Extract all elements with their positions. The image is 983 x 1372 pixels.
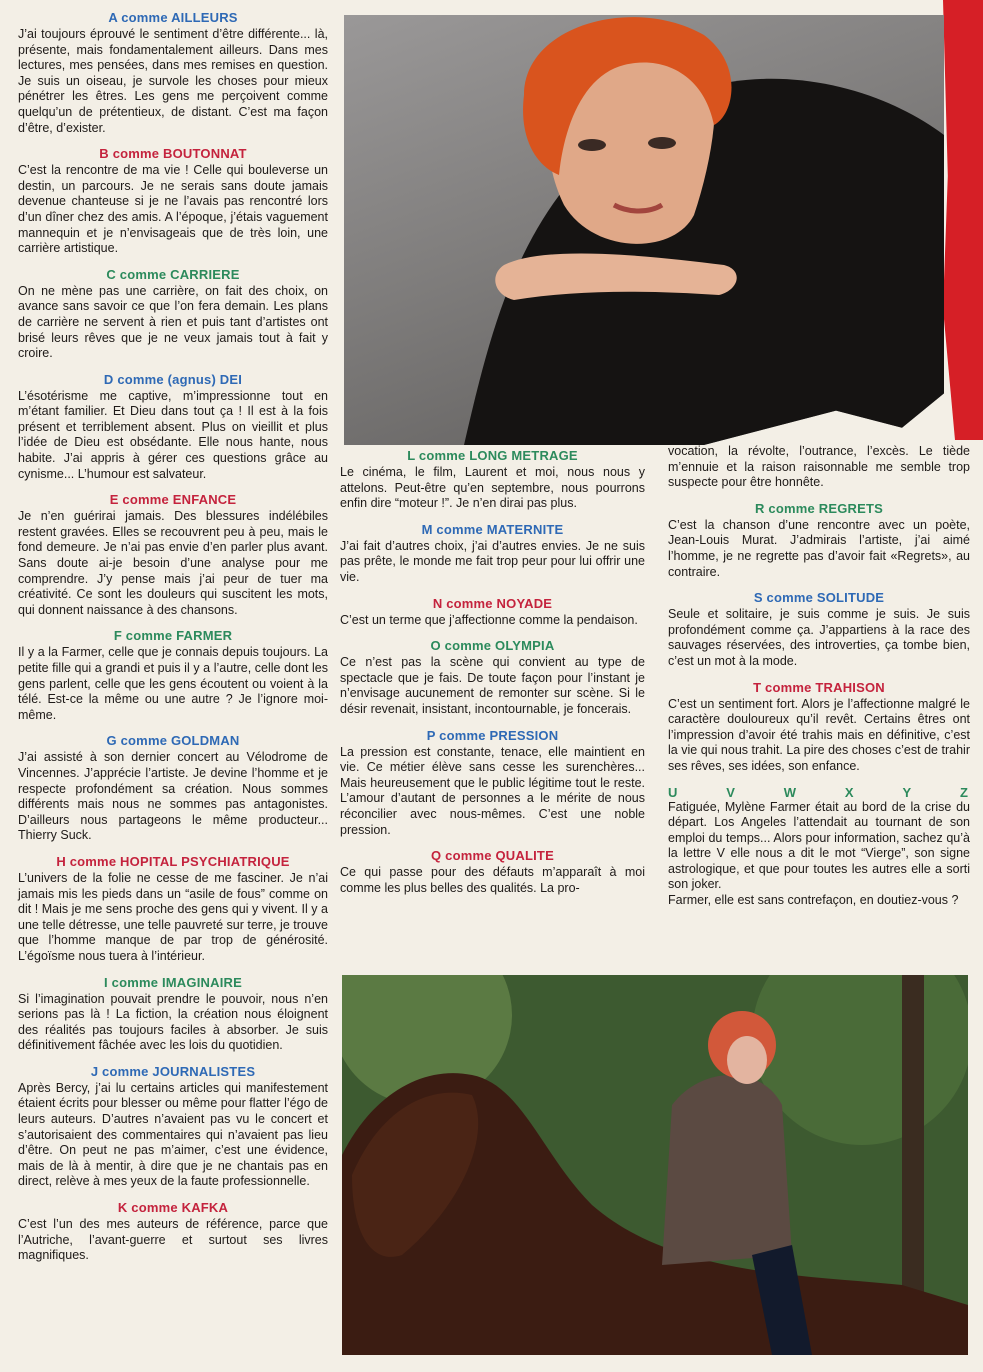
entry-heading: L comme LONG METRAGE [407, 448, 578, 463]
entry-text: On ne mène pas une carrière, on fait des choix, on avance sans savoir ce que l’on fera demain. Les plans de carrière ne servent à rien et puis tant d’artistes ont brisé leurs rêves que je ne veux jamais tout à fait y croire. [18, 283, 328, 361]
entry-j [18, 1064, 328, 1190]
entry-heading: B comme BOUTONNAT [99, 146, 247, 162]
horse-rider-photo [342, 975, 968, 1355]
entry-o [340, 638, 645, 717]
entry-n [340, 596, 645, 629]
entry-heading: G comme GOLDMAN [106, 733, 240, 749]
entry-m [340, 522, 645, 586]
entry-text: C’est la rencontre de ma vie ! Celle qui bouleverse un destin, un parcours. Je ne serais sans doute jamais devenue chanteuse si je ne l’avais pas rencontré lors d’un dîner chez des amis. A l’époque, j’étais vaguement mannequin et je n’envisageais que de très loin, une carrière artistique. [18, 163, 328, 256]
entry-text: Fatiguée, Mylène Farmer était au bord de la crise du départ. Los Angeles l’attendait au tournant de son emploi du temps... Alors pour information, sachez qu’à la lettre V elle nous a dit le mot “Vierge”, son signe astrologique, et que pour toutes les autres elle a sorti son joker. [668, 799, 970, 892]
entry-i [18, 975, 328, 1054]
letter-z: Z [959, 784, 968, 800]
entry-q-continued [668, 444, 970, 491]
entry-heading: Q comme QUALITE [431, 848, 554, 864]
entry-text: J’ai assisté à son dernier concert au Vélodrome de Vincennes. J’apprécie l’artiste. Je devine l’homme et je respecte profondément sa création. Nous sommes différents mais nous ne sommes pas antagonistes. D’ailleurs nous partageons le même producteur... Thierry Suck. [18, 750, 328, 843]
entry-text: C’est la chanson d’une rencontre avec un poète, Jean-Louis Murat. J’admirais l’artiste, j’ai aimé l’homme, je ne regrette pas d’avoir fait «Regrets», au contraire. [668, 517, 970, 579]
entry-text: Après Bercy, j’ai lu certains articles qui manifestement étaient écrits pour blesser ou même pour flatter l’égo de leurs auteurs. D’autres n’avaient pas vu le concert et s’autorisaient des commentaires qui n’avaient pas lieu d’être. On peut ne pas m’aimer, c’est une évidence, mais de là à mentir, à dire que je ne chantais pas en direct, relève à mes yeux de la faute professionnelle. [18, 1080, 328, 1189]
portrait-photo [344, 15, 944, 445]
closing-text: Farmer, elle est sans contrefaçon, en doutiez-vous ? [668, 893, 959, 908]
column-right [668, 444, 970, 919]
entry-heading: O comme OLYMPIA [430, 638, 555, 654]
entry-p [340, 728, 645, 839]
entry-text: vocation, la révolte, l’outrance, l’excès. Le tiède m’ennuie et la raison raisonnable me semble trop suspecte pour être honnête. [668, 444, 970, 490]
entry-text: L’ésotérisme me captive, m’impressionne tout en m’étant familier. Et Dieu dans tout ça ! Il est à la fois présent et terriblement absent. Plus on vieillit et plus l’idée de Dieu est obsédante. Elle nous hante, nous habite. J’ai appris à gérer ces questions grâce au cynisme... L’humour est salvateur. [18, 388, 328, 481]
entry-e [18, 492, 328, 618]
entry-heading: J comme JOURNALISTES [90, 1063, 256, 1079]
entry-q [340, 848, 645, 896]
entry-text: Si l’imagination pouvait prendre le pouvoir, nous n’en serions pas là ! La fiction, la création nous éloignent des réalités pas toujours faciles à absorber. Je suis définitivement fâchée avec les lois du quotidien. [18, 991, 328, 1053]
entry-text: J’ai toujours éprouvé le sentiment d’être différente... là, présente, mais fondamentalement ailleurs. Dans mes lectures, mes pensées, dans mes remises en question. Je suis un oiseau, je survole les choses pour mieux pénétrer les êtres. Les gens me perçoivent comme quelqu’un de prétentieux, de distant. C’est ma façon d’être, d’exister. [18, 27, 328, 135]
entry-text: J’ai fait d’autres choix, j’ai d’autres envies. Je ne suis pas prête, le monde me fait trop peur pour lui offrir une vie. [340, 538, 645, 584]
column-left [18, 10, 328, 1274]
letter-u: U [668, 784, 678, 800]
entry-heading: A comme AILLEURS [108, 10, 238, 25]
letter-w: W [783, 784, 797, 800]
entry-heading: F comme FARMER [113, 628, 233, 644]
entry-heading: E comme ENFANCE [109, 492, 237, 508]
entry-text: C’est un sentiment fort. Alors je l’affectionne malgré le caractère douloureux qu’il revêt. Certains êtres ont l’impression d’avoir été trahis mais en définitive, c’est la vie qui nous trahit. La pire des choses c’est de trahir ses rêves, ses idées, son enfance. [668, 696, 970, 773]
entry-heading: T comme TRAHISON [753, 679, 885, 695]
entry-heading: C comme CARRIERE [106, 266, 240, 282]
entry-text: Seule et solitaire, je suis comme je suis. Je suis profondément comme ça. J’appartiens à la race des sauvages réservées, des introverties, ça tombe bien, c’est un mot à la mode. [668, 607, 970, 668]
entry-r [668, 501, 970, 580]
entry-c [18, 267, 328, 362]
letter-y: Y [902, 784, 912, 800]
entry-text: Ce qui passe pour des défauts m’apparaît à moi comme les plus belles des qualités. La pro- [340, 865, 645, 895]
letters-row [668, 785, 968, 800]
red-corner-tab [943, 0, 983, 440]
entry-k [18, 1200, 328, 1264]
entry-text: Le cinéma, le film, Laurent et moi, nous nous y attelons. Peut-être qu’en septembre, nous pourrons enfin dire “moteur !”. Je n’en dirai pas plus. [340, 465, 645, 511]
entry-u-z [668, 785, 970, 909]
entry-g [18, 733, 328, 844]
column-middle [340, 448, 645, 906]
entry-heading: S comme SOLITUDE [753, 590, 885, 606]
entry-d [18, 372, 328, 483]
entry-text: L’univers de la folie ne cesse de me fasciner. Je n’ai jamais mis les pieds dans un “asile de fous” comme on dit ! Mais je me sens proche des gens qui y vivent. Il y a une telle détresse, une telle pauvreté sur terre, je trouve que l’homme manque de par trop de générosité. L’égoïsme nous tuera à l’intérieur. [18, 870, 328, 963]
entry-heading: I comme IMAGINAIRE [104, 974, 242, 990]
entry-text: C’est l’un des mes auteurs de référence, parce que l’Autriche, l’avant-guerre et surtout ses livres magnifiques. [18, 1217, 328, 1263]
entry-heading: M comme MATERNITE [421, 521, 564, 537]
entry-heading: D comme (agnus) DEI [103, 371, 243, 387]
entry-s [668, 590, 970, 669]
entry-a [18, 10, 328, 136]
entry-text: Ce n’est pas la scène qui convient au type de spectacle que je fais. De toute façon pour l’instant je n’envisage aucunement de remonter sur scène. Si le désir revenait, insistant, incontournable, je foncerais. [340, 655, 645, 716]
entry-heading: R comme REGRETS [755, 500, 883, 516]
entry-f [18, 628, 328, 723]
entry-text: Je n’en guérirai jamais. Des blessures indélébiles restent gravées. Elles se recouvrent peu à peu, mais le fond demeure. Je n’ai pas envie d’en parler plus avant. Sans doute ai-je besoin d’une analyse pour me comprendre. J’y pense mais j’ai peur de tuer ma créativité. Ce sont les douleurs qui suscitent les mots, qui donnent naissance à des chansons. [18, 509, 328, 617]
entry-b [18, 146, 328, 257]
entry-text: La pression est constante, tenace, elle maintient en vie. Ce métier élève sans cesse les surenchères... Mais heureusement que le public légitime tout le reste. L’amour d’autant de personnes a le mérite de nous réconcilier avec nous-mêmes. C’est une noble pression. [340, 744, 645, 837]
letter-v: V [726, 784, 735, 800]
entry-heading: P comme PRESSION [426, 727, 559, 743]
entry-heading: H comme HOPITAL PSYCHIATRIQUE [56, 853, 290, 869]
entry-h [18, 854, 328, 965]
entry-text: C’est un terme que j’affectionne comme la pendaison. [340, 612, 638, 627]
entry-l [340, 448, 645, 512]
letter-x: X [844, 784, 854, 800]
entry-heading: N comme NOYADE [432, 595, 553, 611]
entry-heading: K comme KAFKA [117, 1200, 229, 1216]
entry-text: Il y a la Farmer, celle que je connais depuis toujours. La petite fille qui a grandi et puis il y a l’autre, celle dont les gens parlent, celle que les gens écoutent ou voient à la télé. Est-ce la même ou une autre ? Je l’ignore moi-même. [18, 645, 328, 722]
entry-t [668, 680, 970, 775]
